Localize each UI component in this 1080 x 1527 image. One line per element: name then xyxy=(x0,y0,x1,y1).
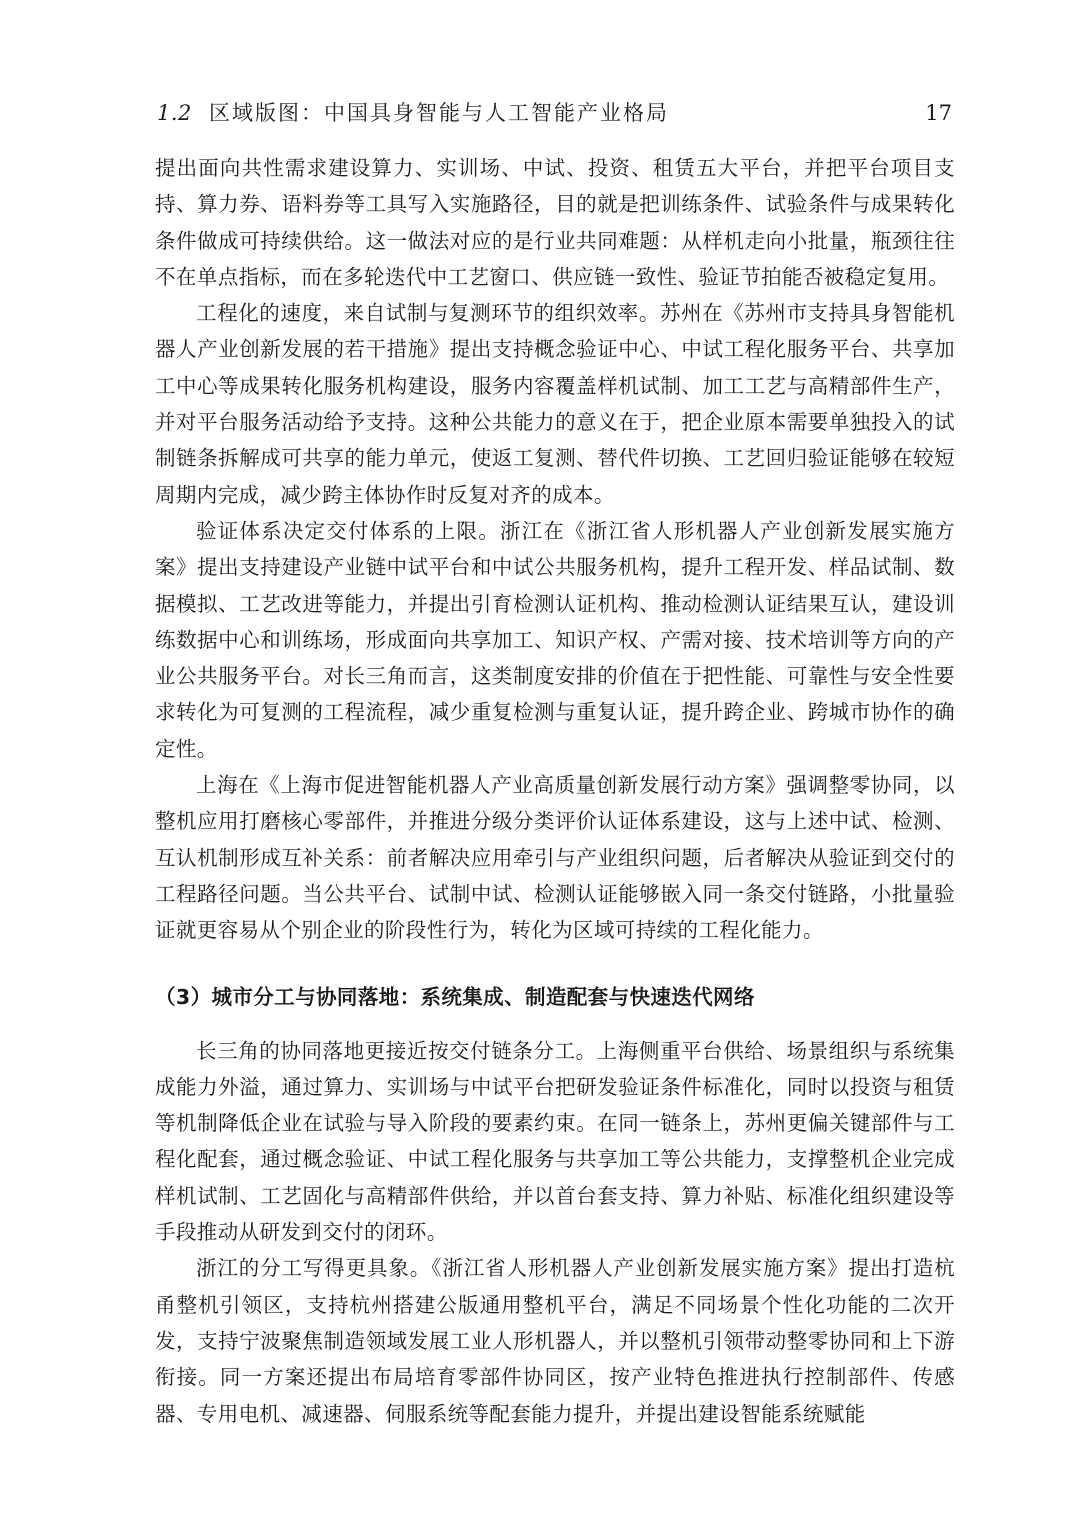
paragraph-2: 工程化的速度，来自试制与复测环节的组织效率。苏州在《苏州市支持具身智能机器人产业创新发展的若干措施》提出支持概念验证中心、中试工程化服务平台、共享加工中心等成果转化服务机构建设，服务内容覆盖样机试制、加工工艺与高精部件生产，并对平台服务活动给予支持。这种公共能力的意义在于，把企业原本需要单独投入的试制链条拆解成可共享的能力单元，使返工复测、替代件切换、工艺回归验证能够在较短周期内完成，减少跨主体协作时反复对齐的成本。 xyxy=(155,301,955,507)
paragraph-1: 提出面向共性需求建设算力、实训场、中试、投资、租赁五大平台，并把平台项目支持、算力券、语料券等工具写入实施路径，目的就是把训练条件、试验条件与成果转化条件做成可持续供给。这一做法对应的是行业共同难题：从样机走向小批量，瓶颈往往不在单点指标，而在多轮迭代中工艺窗口、供应链一致性、验证节拍能否被稳定复用。 xyxy=(155,156,955,289)
paragraph-5: 长三角的协同落地更接近按交付链条分工。上海侧重平台供给、场景组织与系统集成能力外溢，通过算力、实训场与中试平台把研发验证条件标准化，同时以投资与租赁等机制降低企业在试验与导入阶段的要素约束。在同一链条上，苏州更偏关键部件与工程化配套，通过概念验证、中试工程化服务与共享加工等公共能力，支撑整机企业完成样机试制、工艺固化与高精部件供给，并以首台套支持、算力补贴、标准化组织建设等手段推动从研发到交付的闭环。 xyxy=(155,1038,955,1245)
header-chapter-title: 区域版图：中国具身智能与人工智能产业格局 xyxy=(209,101,669,125)
header-section-number: 1.2 xyxy=(157,101,192,125)
paragraph-4: 上海在《上海市促进智能机器人产业高质量创新发展行动方案》强调整零协同，以整机应用打磨核心零部件，并推进分级分类评价认证体系建设，这与上述中试、检测、互认机制形成互补关系：前者解决应用牵引与产业组织问题，后者解决从验证到交付的工程路径问题。当公共平台、试制中试、检测认证能够嵌入同一条交付链路，小批量验证就更容易从个别企业的阶段性行为，转化为区域可持续的工程化能力。 xyxy=(155,773,955,943)
paragraph-6: 浙江的分工写得更具象。《浙江省人形机器人产业创新发展实施方案》提出打造杭甬整机引领区，支持杭州搭建公版通用整机平台，满足不同场景个性化功能的二次开发，支持宁波聚焦制造领域发展工业人形机器人，并以整机引领带动整零协同和上下游衔接。同一方案还提出布局培育零部件协同区，按产业特色推进执行控制部件、传感器、专用电机、减速器、伺服系统等配套能力提升，并提出建设智能系统赋能 xyxy=(155,1256,955,1426)
page-number: 17 xyxy=(925,101,952,125)
paragraph-3: 验证体系决定交付体系的上限。浙江在《浙江省人形机器人产业创新发展实施方案》提出支持建设产业链中试平台和中试公共服务机构，提升工程开发、样品试制、数据模拟、工艺改进等能力，并提出引育检测认证机构、推动检测认证结果互认，建设训练数据中心和训练场，形成面向共享加工、知识产权、产需对接、技术培训等方向的产业公共服务平台。对长三角而言，这类制度安排的价值在于把性能、可靠性与安全性要求转化为可复测的工程流程，减少重复检测与重复认证，提升跨企业、跨城市协作的确定性。 xyxy=(155,518,955,761)
body-text xyxy=(155,150,955,1432)
subsection-heading: （3）城市分工与协同落地：系统集成、制造配套与快速迭代网络 xyxy=(155,984,755,1009)
running-header xyxy=(157,96,952,130)
